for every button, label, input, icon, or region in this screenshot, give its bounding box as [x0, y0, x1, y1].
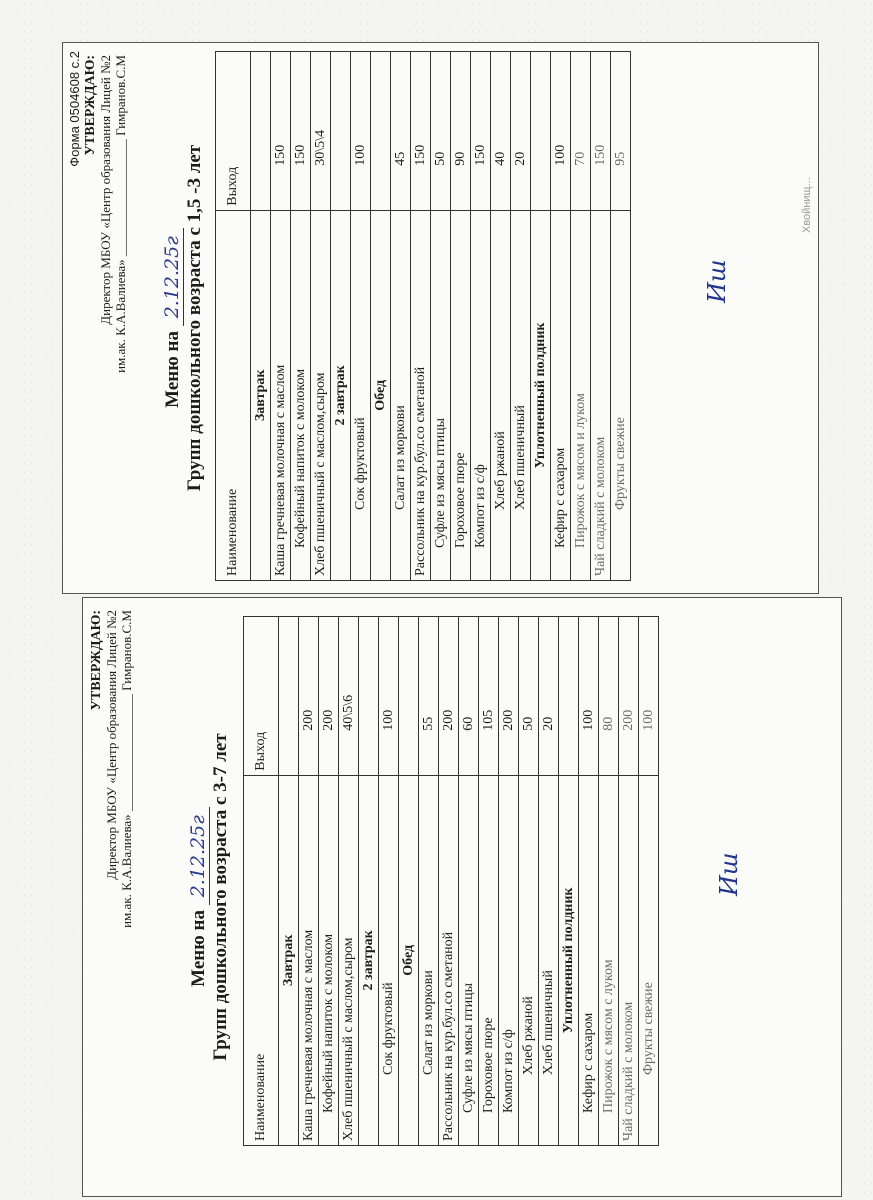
- table-row: [491, 52, 511, 581]
- table-row: [339, 617, 359, 1146]
- dish-name: Кефир с сахаром: [551, 210, 571, 580]
- dish-name: Компот из с/ф: [499, 775, 519, 1145]
- menu-title-prefix: Меню на: [188, 910, 209, 987]
- signature: Иш: [703, 259, 731, 303]
- form-number: Форма 0504608 с.2: [67, 51, 82, 167]
- portion-value: 100: [551, 52, 571, 211]
- dish-name: Хлеб пшеничный с маслом,сыром: [311, 210, 331, 580]
- approval-line2: им.ак. К.А.Валиева»: [113, 259, 128, 373]
- menu-date: 2.12.25г: [187, 807, 210, 905]
- rotated-content: [83, 598, 841, 1196]
- empty-cell: [331, 52, 351, 211]
- portion-value: 40\5\6: [339, 617, 359, 776]
- dish-name: Суфле из мясы птицы: [431, 210, 451, 580]
- table-row: [299, 617, 319, 1146]
- bottom-note: Хвойнищ...: [801, 177, 813, 233]
- portion-value: 60: [459, 617, 479, 776]
- table-row: [431, 52, 451, 581]
- table-row: [451, 52, 471, 581]
- portion-value: 45: [391, 52, 411, 211]
- portion-value: 50: [519, 617, 539, 776]
- table-row: [579, 617, 599, 1146]
- section-title: Обед: [399, 775, 419, 1145]
- portion-value: 55: [419, 617, 439, 776]
- portion-value: 100: [379, 617, 399, 776]
- empty-cell: [359, 617, 379, 776]
- table-row: [511, 52, 531, 581]
- dish-name: Фрукты свежие: [639, 775, 659, 1145]
- menu-table-toddlers: [215, 51, 631, 581]
- section-title: Уплотненный полдник: [531, 210, 551, 580]
- empty-cell: [559, 617, 579, 776]
- menu-sheet-preschool: [82, 597, 842, 1197]
- section-title: 2 завтрак: [331, 210, 351, 580]
- portion-value: 150: [411, 52, 431, 211]
- table-row: [479, 617, 499, 1146]
- dish-name: Кофейный напиток с молоком: [319, 775, 339, 1145]
- dish-name: Каша гречневая молочная с маслом: [271, 210, 291, 580]
- portion-value: 90: [451, 52, 471, 211]
- dish-name: Чай сладкий с молоком: [591, 210, 611, 580]
- portion-value: 200: [499, 617, 519, 776]
- menu-subtitle: Групп дошкольного возраста с 1,5 -3 лет: [184, 144, 205, 492]
- table-row: [391, 52, 411, 581]
- approval-line1: Директор МБОУ «Центр образования Лицей №2: [104, 610, 119, 880]
- section-title: Завтрак: [251, 210, 271, 580]
- portion-value: 150: [291, 52, 311, 211]
- portion-value: 100: [579, 617, 599, 776]
- portion-value: 200: [439, 617, 459, 776]
- table-row: [619, 617, 639, 1146]
- portion-value: 20: [539, 617, 559, 776]
- dish-name: Фрукты свежие: [611, 210, 631, 580]
- portion-value: 150: [471, 52, 491, 211]
- section-title: Обед: [371, 210, 391, 580]
- dish-name: Компот из с/ф: [471, 210, 491, 580]
- portion-value: 50: [431, 52, 451, 211]
- section-title: Уплотненный полдник: [559, 775, 579, 1145]
- portion-value: 70: [571, 52, 591, 211]
- portion-value: 95: [611, 52, 631, 211]
- table-row: [351, 52, 371, 581]
- table-row: [419, 617, 439, 1146]
- rotated-content: [63, 43, 818, 593]
- table-row: [599, 617, 619, 1146]
- table-row: [571, 52, 591, 581]
- approval-block: УТВЕРЖДАЮ: Директор МБОУ «Центр образования Лицей №2 им.ак. К.А.Валиева» __________________ Гимранов.С.М: [83, 55, 128, 373]
- dish-name: Хлеб пшеничный: [511, 210, 531, 580]
- table-row: [319, 617, 339, 1146]
- portion-value: 80: [599, 617, 619, 776]
- signature: Иш: [715, 852, 743, 896]
- portion-value: 100: [351, 52, 371, 211]
- dish-name: Чай сладкий с молоком: [619, 775, 639, 1145]
- portion-value: 150: [271, 52, 291, 211]
- approval-name: Гимранов.С.М: [119, 610, 134, 691]
- dish-name: Хлеб ржаной: [519, 775, 539, 1145]
- col-out-header: Выход: [216, 52, 251, 211]
- portion-value: 105: [479, 617, 499, 776]
- table-row: [591, 52, 611, 581]
- empty-cell: [371, 52, 391, 211]
- empty-cell: [531, 52, 551, 211]
- menu-title: [187, 598, 232, 1196]
- section-title: Завтрак: [279, 775, 299, 1145]
- table-row: [611, 52, 631, 581]
- dish-name: Хлеб пшеничный: [539, 775, 559, 1145]
- dish-name: Рассольник на кур.бул.со сметаной: [411, 210, 431, 580]
- section-title: 2 завтрак: [359, 775, 379, 1145]
- section-row: [531, 52, 551, 581]
- approval-title: УТВЕРЖДАЮ:: [89, 610, 104, 711]
- table-row: [311, 52, 331, 581]
- portion-value: 100: [639, 617, 659, 776]
- col-out-header: Выход: [244, 617, 279, 776]
- table-row: [499, 617, 519, 1146]
- menu-table-preschool: [243, 616, 659, 1146]
- portion-value: 20: [511, 52, 531, 211]
- dish-name: Сок фруктовый: [351, 210, 371, 580]
- approval-title: УТВЕРЖДАЮ:: [83, 55, 98, 156]
- dish-name: Салат из моркови: [419, 775, 439, 1145]
- col-name-header: Наименование: [216, 210, 251, 580]
- col-name-header: Наименование: [244, 775, 279, 1145]
- portion-value: 200: [619, 617, 639, 776]
- dish-name: Каша гречневая молочная с маслом: [299, 775, 319, 1145]
- table-row: [411, 52, 431, 581]
- empty-cell: [279, 617, 299, 776]
- table-row: [539, 617, 559, 1146]
- table-row: [379, 617, 399, 1146]
- section-row: [559, 617, 579, 1146]
- portion-value: 30\5\4: [311, 52, 331, 211]
- menu-subtitle: Групп дошкольного возраста с 3-7 лет: [210, 733, 231, 1061]
- section-row: [251, 52, 271, 581]
- approval-line1: Директор МБОУ «Центр образования Лицей №2: [98, 55, 113, 325]
- approval-block: УТВЕРЖДАЮ: Директор МБОУ «Центр образования Лицей №2 им.ак. К.А.Валиева» __________________ Гимранов.С.М: [89, 610, 134, 928]
- dish-name: Гороховое пюре: [479, 775, 499, 1145]
- dish-name: Салат из моркови: [391, 210, 411, 580]
- dish-name: Хлеб ржаной: [491, 210, 511, 580]
- section-row: [331, 52, 351, 581]
- menu-title-prefix: Меню на: [162, 331, 183, 408]
- section-row: [279, 617, 299, 1146]
- portion-value: 200: [319, 617, 339, 776]
- portion-value: 40: [491, 52, 511, 211]
- empty-cell: [251, 52, 271, 211]
- dish-name: Кофейный напиток с молоком: [291, 210, 311, 580]
- menu-title: [161, 43, 206, 593]
- portion-value: 150: [591, 52, 611, 211]
- dish-name: Гороховое пюре: [451, 210, 471, 580]
- table-row: [459, 617, 479, 1146]
- section-row: [399, 617, 419, 1146]
- portion-value: 200: [299, 617, 319, 776]
- menu-sheet-toddlers: [62, 42, 819, 594]
- dish-name: Пирожок с мясом и луком: [571, 210, 591, 580]
- menu-date: 2.12.25г: [161, 228, 184, 326]
- approval-line2: им.ак. К.А.Валиева»: [119, 814, 134, 928]
- dish-name: Рассольник на кур.бул.со сметаной: [439, 775, 459, 1145]
- section-row: [359, 617, 379, 1146]
- table-row: [291, 52, 311, 581]
- section-row: [371, 52, 391, 581]
- table-row: [519, 617, 539, 1146]
- table-row: [439, 617, 459, 1146]
- dish-name: Кефир с сахаром: [579, 775, 599, 1145]
- approval-name: Гимранов.С.М: [113, 55, 128, 136]
- table-row: [551, 52, 571, 581]
- empty-cell: [399, 617, 419, 776]
- table-row: [471, 52, 491, 581]
- table-row: [639, 617, 659, 1146]
- dish-name: Суфле из мясы птицы: [459, 775, 479, 1145]
- dish-name: Пирожок с мясом с луком: [599, 775, 619, 1145]
- table-row: [271, 52, 291, 581]
- dish-name: Хлеб пшеничный с маслом,сыром: [339, 775, 359, 1145]
- dish-name: Сок фруктовый: [379, 775, 399, 1145]
